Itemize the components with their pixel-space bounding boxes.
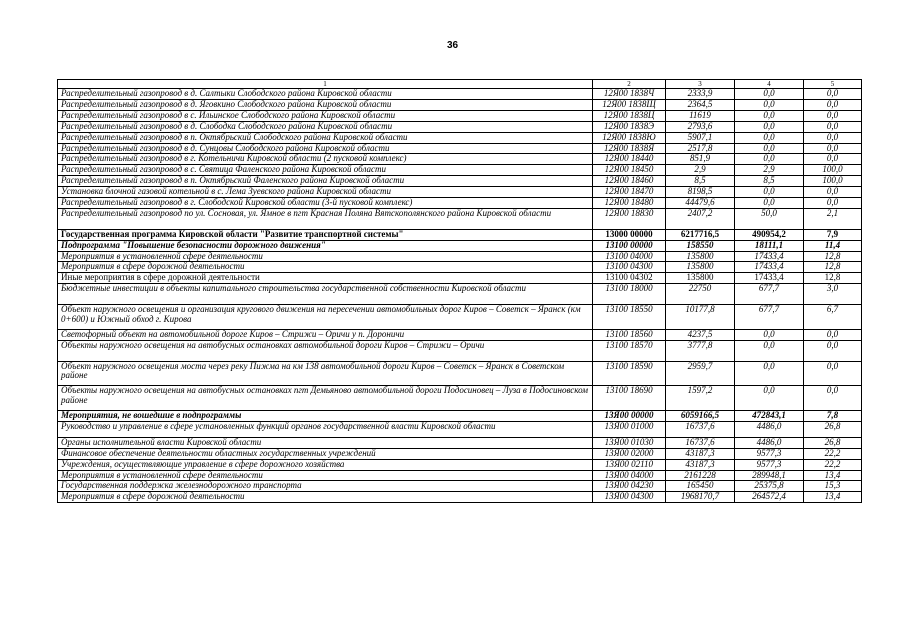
row-executed-cell: 0,0 <box>735 154 804 165</box>
row-name-cell: Объект наружного освещения и организация кругового движения на пересечении автомобильных дорог Киров – Советск – Яранск (км 0+600) и Южный обход г. Кирова <box>58 305 593 330</box>
row-name-cell: Руководство и управление в сфере установленных функций органов государственной власти Кировской области <box>58 421 593 437</box>
table-row <box>58 481 862 492</box>
row-executed-cell: 0,0 <box>735 143 804 154</box>
row-percent-cell: 2,1 <box>804 208 862 229</box>
table-row <box>58 154 862 165</box>
row-name-cell: Иные мероприятия в сфере дорожной деятельности <box>58 273 593 284</box>
table-row <box>58 110 862 121</box>
table-row <box>58 132 862 143</box>
table-row <box>58 240 862 251</box>
row-executed-cell: 0,0 <box>735 132 804 143</box>
row-name-cell: Учреждения, осуществляющие управление в сфере дорожного хозяйства <box>58 459 593 470</box>
table-row <box>58 251 862 262</box>
row-executed-cell: 0,0 <box>735 110 804 121</box>
row-planned-cell: 165450 <box>666 481 735 492</box>
row-code-cell: 12Я00 1838Ч <box>593 89 666 100</box>
row-name-cell: Распределительный газопровод в д. Салтыки Слободского района Кировской области <box>58 89 593 100</box>
row-name-cell: Объекты наружного освещения на автобусных остановках пгт Демьяново автомобильной дороги Подосиновец – Луза в Подосиновском районе <box>58 386 593 411</box>
row-executed-cell: 8,5 <box>735 176 804 187</box>
row-code-cell: 13000 00000 <box>593 229 666 240</box>
table-row <box>58 361 862 386</box>
row-code-cell: 13100 00000 <box>593 240 666 251</box>
table-row <box>58 229 862 240</box>
column-header-5: 5 <box>804 80 862 89</box>
row-code-cell: 13Я00 04000 <box>593 470 666 481</box>
row-executed-cell: 4486,0 <box>735 437 804 448</box>
row-name-cell: Распределительный газопровод в г. Котельничи Кировской области (2 пусковой комплекс) <box>58 154 593 165</box>
row-planned-cell: 16737,6 <box>666 421 735 437</box>
row-executed-cell: 4486,0 <box>735 421 804 437</box>
row-code-cell: 12Я00 18450 <box>593 165 666 176</box>
row-percent-cell: 13,4 <box>804 470 862 481</box>
row-code-cell: 12Я00 1838Щ <box>593 99 666 110</box>
row-planned-cell: 851,9 <box>666 154 735 165</box>
row-planned-cell: 2,9 <box>666 165 735 176</box>
row-executed-cell: 17433,4 <box>735 251 804 262</box>
row-name-cell: Финансовое обеспечение деятельности областных государственных учреждений <box>58 448 593 459</box>
table-row <box>58 492 862 503</box>
row-planned-cell: 2407,2 <box>666 208 735 229</box>
row-name-cell: Мероприятия в сфере дорожной деятельности <box>58 492 593 503</box>
table-row <box>58 284 862 305</box>
row-percent-cell: 15,3 <box>804 481 862 492</box>
row-executed-cell: 264572,4 <box>735 492 804 503</box>
table-row <box>58 121 862 132</box>
row-executed-cell: 0,0 <box>735 361 804 386</box>
row-name-cell: Распределительный газопровод в д. Яговкино Слободского района Кировской области <box>58 99 593 110</box>
table-header-row <box>58 80 862 89</box>
row-planned-cell: 8198,5 <box>666 187 735 198</box>
row-planned-cell: 2364,5 <box>666 99 735 110</box>
row-executed-cell: 0,0 <box>735 121 804 132</box>
row-percent-cell: 0,0 <box>804 386 862 411</box>
row-planned-cell: 5907,1 <box>666 132 735 143</box>
row-code-cell: 13100 18550 <box>593 305 666 330</box>
row-planned-cell: 6059166,5 <box>666 411 735 422</box>
table-row <box>58 165 862 176</box>
table-row <box>58 448 862 459</box>
column-header-2: 2 <box>593 80 666 89</box>
column-header-3: 3 <box>666 80 735 89</box>
row-code-cell: 13Я00 04230 <box>593 481 666 492</box>
row-name-cell: Мероприятия в сфере дорожной деятельности <box>58 262 593 273</box>
row-name-cell: Распределительный газопровод в с. Святица Фаленского района Кировской области <box>58 165 593 176</box>
row-planned-cell: 158550 <box>666 240 735 251</box>
row-code-cell: 13100 04300 <box>593 262 666 273</box>
row-executed-cell: 0,0 <box>735 99 804 110</box>
row-planned-cell: 6217716,5 <box>666 229 735 240</box>
page-number: 36 <box>446 40 459 51</box>
row-percent-cell: 0,0 <box>804 110 862 121</box>
row-percent-cell: 22,2 <box>804 459 862 470</box>
row-percent-cell: 7,9 <box>804 229 862 240</box>
row-code-cell: 12Я00 1838Ц <box>593 110 666 121</box>
row-code-cell: 13100 18000 <box>593 284 666 305</box>
row-percent-cell: 11,4 <box>804 240 862 251</box>
row-name-cell: Объекты наружного освещения на автобусных остановках автомобильной дороги Киров – Стрижи – Оричи <box>58 340 593 361</box>
row-planned-cell: 43187,3 <box>666 448 735 459</box>
table-row <box>58 437 862 448</box>
row-percent-cell: 0,0 <box>804 121 862 132</box>
row-percent-cell: 0,0 <box>804 154 862 165</box>
row-executed-cell: 677,7 <box>735 305 804 330</box>
row-planned-cell: 135800 <box>666 262 735 273</box>
row-planned-cell: 8,5 <box>666 176 735 187</box>
row-executed-cell: 0,0 <box>735 198 804 209</box>
row-code-cell: 12Я00 18480 <box>593 198 666 209</box>
row-planned-cell: 44479,6 <box>666 198 735 209</box>
budget-execution-table <box>57 79 862 503</box>
table-row <box>58 262 862 273</box>
table-row <box>58 187 862 198</box>
row-percent-cell: 0,0 <box>804 143 862 154</box>
row-planned-cell: 10177,8 <box>666 305 735 330</box>
row-code-cell: 13100 18570 <box>593 340 666 361</box>
row-code-cell: 12Я00 1838Я <box>593 143 666 154</box>
row-executed-cell: 18111,1 <box>735 240 804 251</box>
table-row <box>58 89 862 100</box>
table-row <box>58 273 862 284</box>
row-executed-cell: 0,0 <box>735 187 804 198</box>
row-executed-cell: 0,0 <box>735 386 804 411</box>
row-name-cell: Распределительный газопровод по ул. Сосновая, ул. Ямное в пгт Красная Поляна Вятскополянского района Кировской области <box>58 208 593 229</box>
table-row <box>58 208 862 229</box>
row-planned-cell: 22750 <box>666 284 735 305</box>
row-percent-cell: 100,0 <box>804 176 862 187</box>
row-percent-cell: 7,8 <box>804 411 862 422</box>
row-percent-cell: 0,0 <box>804 89 862 100</box>
row-name-cell: Распределительный газопровод в п. Октябрьский Слободского района Кировской области <box>58 132 593 143</box>
row-percent-cell: 0,0 <box>804 132 862 143</box>
row-executed-cell: 677,7 <box>735 284 804 305</box>
row-executed-cell: 472843,1 <box>735 411 804 422</box>
row-planned-cell: 135800 <box>666 251 735 262</box>
row-percent-cell: 22,2 <box>804 448 862 459</box>
row-percent-cell: 100,0 <box>804 165 862 176</box>
row-executed-cell: 0,0 <box>735 329 804 340</box>
table-row <box>58 411 862 422</box>
table-row <box>58 198 862 209</box>
row-name-cell: Органы исполнительной власти Кировской области <box>58 437 593 448</box>
row-code-cell: 13Я00 02110 <box>593 459 666 470</box>
row-executed-cell: 17433,4 <box>735 273 804 284</box>
row-executed-cell: 289948,1 <box>735 470 804 481</box>
row-name-cell: Бюджетные инвестиции в объекты капитального строительства государственной собственности Кировской области <box>58 284 593 305</box>
row-percent-cell: 0,0 <box>804 187 862 198</box>
row-code-cell: 13100 18590 <box>593 361 666 386</box>
row-executed-cell: 17433,4 <box>735 262 804 273</box>
row-percent-cell: 3,0 <box>804 284 862 305</box>
row-planned-cell: 43187,3 <box>666 459 735 470</box>
row-name-cell: Объект наружного освещения моста через реку Пижма на км 138 автомобильной дороги Киров – Советск – Яранск в Советском районе <box>58 361 593 386</box>
row-executed-cell: 2,9 <box>735 165 804 176</box>
row-percent-cell: 0,0 <box>804 329 862 340</box>
table-row <box>58 386 862 411</box>
row-code-cell: 13100 18560 <box>593 329 666 340</box>
row-planned-cell: 1597,2 <box>666 386 735 411</box>
row-planned-cell: 3777,8 <box>666 340 735 361</box>
row-code-cell: 13100 18690 <box>593 386 666 411</box>
row-planned-cell: 2793,6 <box>666 121 735 132</box>
row-percent-cell: 0,0 <box>804 198 862 209</box>
table-row <box>58 99 862 110</box>
row-percent-cell: 0,0 <box>804 99 862 110</box>
row-code-cell: 12Я00 18830 <box>593 208 666 229</box>
row-name-cell: Распределительный газопровод в д. Сунцовы Слободского района Кировской области <box>58 143 593 154</box>
row-percent-cell: 12,8 <box>804 251 862 262</box>
row-percent-cell: 0,0 <box>804 340 862 361</box>
table-row <box>58 329 862 340</box>
column-header-1: 1 <box>58 80 593 89</box>
row-code-cell: 12Я00 18440 <box>593 154 666 165</box>
table-row <box>58 340 862 361</box>
row-name-cell: Государственная программа Кировской области "Развитие транспортной системы" <box>58 229 593 240</box>
table-row <box>58 470 862 481</box>
table-row <box>58 421 862 437</box>
row-name-cell: Светофорный объект на автомобильной дороге Киров – Стрижи – Оричи у п. Дороничи <box>58 329 593 340</box>
row-percent-cell: 6,7 <box>804 305 862 330</box>
row-executed-cell: 9577,3 <box>735 459 804 470</box>
table-row <box>58 143 862 154</box>
row-planned-cell: 4237,5 <box>666 329 735 340</box>
table-row <box>58 459 862 470</box>
row-planned-cell: 16737,6 <box>666 437 735 448</box>
row-planned-cell: 2517,8 <box>666 143 735 154</box>
row-executed-cell: 25375,8 <box>735 481 804 492</box>
row-code-cell: 12Я00 1838Э <box>593 121 666 132</box>
row-percent-cell: 12,8 <box>804 262 862 273</box>
column-header-4: 4 <box>735 80 804 89</box>
row-executed-cell: 0,0 <box>735 340 804 361</box>
row-percent-cell: 12,8 <box>804 273 862 284</box>
row-name-cell: Мероприятия, не вошедшие в подпрограммы <box>58 411 593 422</box>
row-executed-cell: 9577,3 <box>735 448 804 459</box>
table-row <box>58 176 862 187</box>
row-code-cell: 13100 04000 <box>593 251 666 262</box>
row-percent-cell: 26,8 <box>804 437 862 448</box>
row-executed-cell: 490954,2 <box>735 229 804 240</box>
row-code-cell: 12Я00 18470 <box>593 187 666 198</box>
row-planned-cell: 135800 <box>666 273 735 284</box>
row-name-cell: Распределительный газопровод в п. Октябрьский Фаленского района Кировской области <box>58 176 593 187</box>
row-name-cell: Подпрограмма "Повышение безопасности дорожного движения" <box>58 240 593 251</box>
row-code-cell: 12Я00 1838Ю <box>593 132 666 143</box>
table-row <box>58 305 862 330</box>
row-code-cell: 13Я00 00000 <box>593 411 666 422</box>
row-name-cell: Мероприятия в установленной сфере деятельности <box>58 251 593 262</box>
row-name-cell: Установка блочной газовой котельной в с. Лема Зуевского района Кировской области <box>58 187 593 198</box>
row-planned-cell: 2161228 <box>666 470 735 481</box>
row-code-cell: 13100 04302 <box>593 273 666 284</box>
row-code-cell: 13Я00 04300 <box>593 492 666 503</box>
row-name-cell: Распределительный газопровод в г. Слободской Кировской области (3-й пусковой комплекс) <box>58 198 593 209</box>
row-executed-cell: 0,0 <box>735 89 804 100</box>
row-executed-cell: 50,0 <box>735 208 804 229</box>
row-planned-cell: 1968170,7 <box>666 492 735 503</box>
row-name-cell: Государственная поддержка железнодорожного транспорта <box>58 481 593 492</box>
row-percent-cell: 26,8 <box>804 421 862 437</box>
row-code-cell: 13Я00 02000 <box>593 448 666 459</box>
row-name-cell: Распределительный газопровод в д. Слободка Слободского района Кировской области <box>58 121 593 132</box>
row-name-cell: Мероприятия в установленной сфере деятельности <box>58 470 593 481</box>
row-planned-cell: 2333,9 <box>666 89 735 100</box>
row-planned-cell: 2959,7 <box>666 361 735 386</box>
row-name-cell: Распределительный газопровод в с. Ильинское Слободского района Кировской области <box>58 110 593 121</box>
row-planned-cell: 11619 <box>666 110 735 121</box>
row-percent-cell: 13,4 <box>804 492 862 503</box>
row-code-cell: 13Я00 01000 <box>593 421 666 437</box>
row-code-cell: 12Я00 18460 <box>593 176 666 187</box>
row-percent-cell: 0,0 <box>804 361 862 386</box>
row-code-cell: 13Я00 01030 <box>593 437 666 448</box>
